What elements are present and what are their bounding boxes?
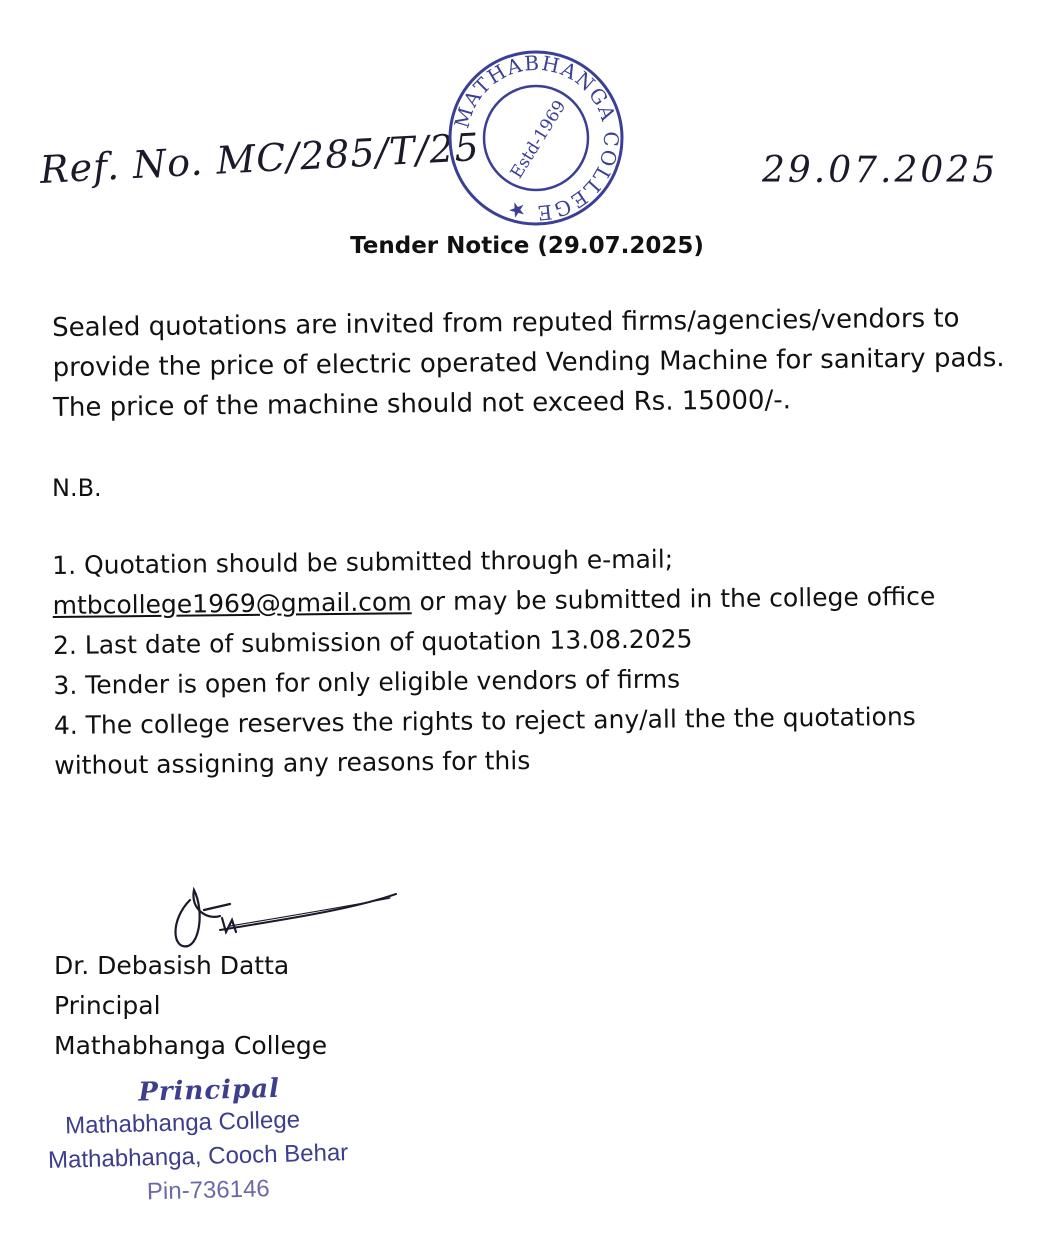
signer-block bbox=[54, 946, 327, 1066]
handwritten-date: 29.07.2025 bbox=[762, 150, 999, 191]
nb-label: N.B. bbox=[52, 474, 102, 502]
reference-number: Ref. No. MC/285/T/25 bbox=[38, 124, 481, 192]
stamp-title: Principal bbox=[137, 1073, 281, 1108]
body-line: provide the price of electric operated Vending Machine for sanitary pads. bbox=[52, 343, 1005, 383]
principal-stamp bbox=[46, 1072, 350, 1212]
body-line: Sealed quotations are invited from reputed firms/agencies/vendors to bbox=[52, 303, 960, 343]
signer-designation: Principal bbox=[54, 991, 161, 1020]
seal-center-text: Estd-1969 bbox=[506, 97, 571, 183]
email-link[interactable]: mtbcollege1969@gmail.com bbox=[52, 587, 412, 620]
notice-title: Tender Notice (29.07.2025) bbox=[350, 233, 704, 259]
notice-body bbox=[52, 298, 1043, 428]
stamp-line-college: Mathabhanga College bbox=[64, 1106, 301, 1140]
signer-institution: Mathabhanga College bbox=[54, 1031, 328, 1060]
stamp-line-pin: Pin-736146 bbox=[146, 1175, 271, 1206]
body-line: The price of the machine should not exceed Rs. 15000/-. bbox=[52, 385, 792, 423]
note-item-1-suffix: or may be submitted in the college office bbox=[411, 581, 936, 617]
note-item-2: 2. Last date of submission of quotation 13.08.2025 bbox=[52, 624, 693, 660]
note-item-4-cont: without assigning any reasons for this bbox=[54, 746, 531, 780]
note-item-1: 1. Quotation should be submitted through e-mail; bbox=[52, 544, 674, 580]
note-item-3: 3. Tender is open for only eligible vendors of firms bbox=[53, 664, 681, 700]
notes-list bbox=[52, 536, 1044, 786]
college-seal-icon bbox=[446, 48, 626, 228]
stamp-line-address: Mathabhanga, Cooch Behar bbox=[47, 1139, 349, 1174]
seal-ring-text: MATHABHANGA COLLEGE ★ bbox=[449, 50, 624, 226]
note-item-4: 4. The college reserves the rights to reject any/all the the quotations bbox=[53, 701, 916, 740]
signer-name: Dr. Debasish Datta bbox=[54, 951, 290, 980]
